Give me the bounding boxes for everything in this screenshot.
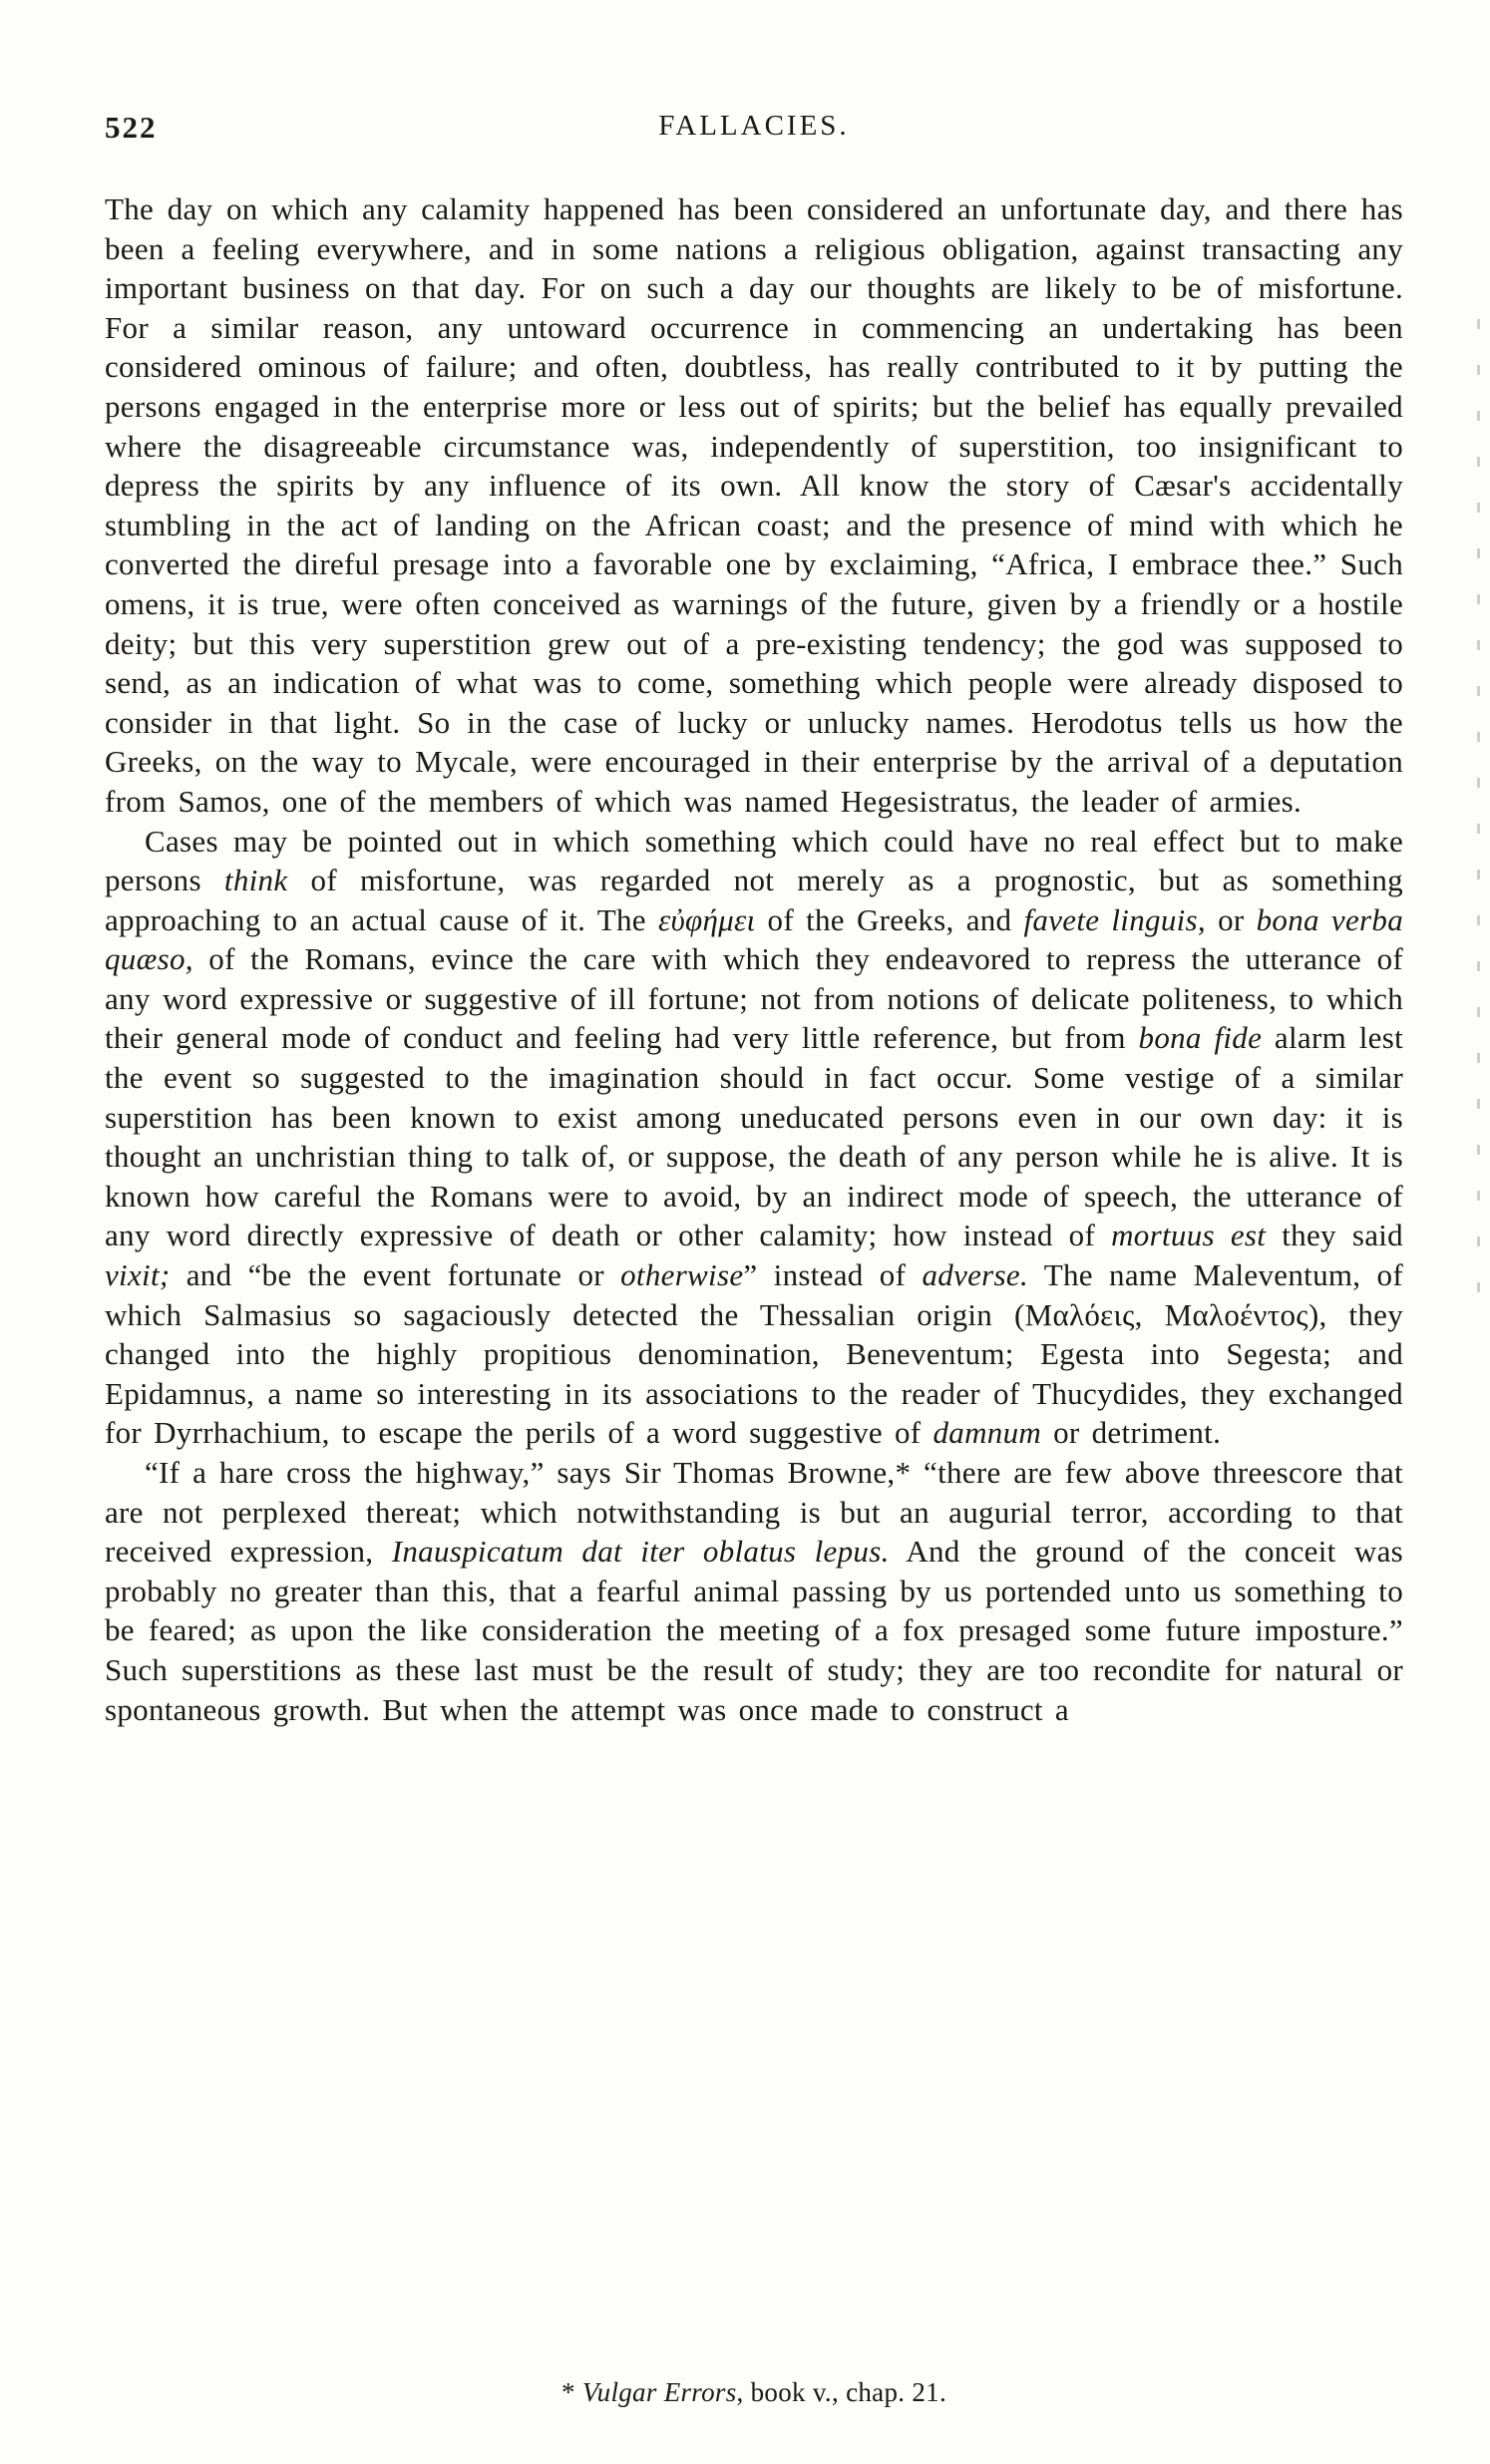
text-run: or xyxy=(1205,901,1257,937)
text-run: And the ground of the conceit was probably no greater than this, that a fearful animal passing by us portended unto us something to be feared; as upon the like consideration the meeting of a fox presaged some future imposture.” Such superstitions as these last must be the result of study; they are too recondite for natural or spontaneous growth. But when the attempt was once made to construct a xyxy=(105,1534,1404,1727)
text-run: , book v., chap. 21. xyxy=(736,2377,946,2407)
page-number: 522 xyxy=(105,110,158,145)
text-run: ), they changed into the highly propitious denomination, Beneventum; Egesta into Segesta; and Epidamnus, a name so interesting in its associations to the reader of Thucydides, they exchanged for Dyrrhachium, to escape the perils of a word suggestive of xyxy=(105,1296,1403,1451)
text-run: Cases may be pointed out in which something which could have no real effect but to make persons xyxy=(105,823,1403,898)
text-run: The name Maleventum, of which Salmasius so sagaciously detected the Thessalian origin ( xyxy=(105,1257,1403,1332)
page-header xyxy=(105,110,1403,154)
text-run: or detriment. xyxy=(1041,1415,1222,1451)
text-run: of the Romans, evince the care with which they endeavored to repress the utterance of any word expressive or suggestive of ill fortune; not from notions of delicate politeness, to which their general mode of conduct and feeling had very little reference, but from xyxy=(105,941,1403,1056)
italic-run: favete linguis, xyxy=(1023,901,1206,937)
text-run: The day on which any calamity happened has been considered an unfortunate day, and there has been a feeling everywhere, and in some nations a religious obligation, against transacting any important business on that day. For on such a day our thoughts are likely to be of misfortune. For a similar reason, any untoward occurrence in commencing an undertaking has been considered ominous of failure; and often, doubtless, has really contributed to it by putting the persons engaged in the enterprise more or less out of spirits; but the belief has equally prevailed where the disagreeable circumstance was, independently of superstition, too insignificant to depress the spirits by any influence of its own. All know the story of Cæsar's accidentally stumbling in the act of landing on the African coast; and the presence of mind with which he converted the direful presage into a favorable one by exclaiming, “Africa, I embrace thee.” Such omens, it is true, were often conceived as warnings of the future, given by a friendly or a hostile deity; but this very superstition grew out of a pre-existing tendency; the god was supposed to send, as an indication of what was to come, something which people were already disposed to consider in that light. So in the case of lucky or unlucky names. Herodotus tells us how the Greeks, on the way to Mycale, were encouraged in their enterprise by the arrival of a deputation from Samos, one of the members of which was named Hegesistratus, the leader of armies. xyxy=(105,191,1403,819)
text-run: they said xyxy=(1266,1218,1403,1253)
italic-run: bona fide xyxy=(1138,1020,1263,1056)
italic-run: Inauspicatum dat iter oblatus lepus. xyxy=(391,1534,890,1570)
paragraph xyxy=(105,189,1403,822)
text-run: * xyxy=(561,2377,582,2407)
italic-run: εὐφήμει xyxy=(657,901,756,937)
italic-run: think xyxy=(223,863,288,898)
scan-artifact xyxy=(1477,319,1480,1296)
body-text xyxy=(105,189,1403,1729)
text-run: alarm lest the event so suggested to the imagination should in fact occur. Some vestige of a similar superstition has been known to exist among uneducated persons even in our own day: it is thought an unchristian thing to talk of, or suppose, the death of any person while he is alive. It is known how careful the Romans were to avoid, by an indirect mode of speech, the utterance of any word directly expressive of death or other calamity; how instead of xyxy=(105,1020,1403,1253)
text-run: of the Greeks, and xyxy=(755,901,1024,937)
running-title: FALLACIES. xyxy=(658,110,850,142)
italic-run: Vulgar Errors xyxy=(581,2377,737,2407)
italic-run: damnum xyxy=(932,1415,1042,1451)
text-run: of misfortune, was regarded not merely as a prognostic, but as something approaching to an actual cause of it. The xyxy=(105,863,1403,937)
paragraph xyxy=(105,822,1403,1454)
italic-run: mortuus est xyxy=(1111,1218,1267,1253)
paragraph xyxy=(105,1453,1403,1729)
italic-run: vixit; xyxy=(105,1257,171,1293)
text-run: “If a hare cross the highway,” says Sir Thomas Browne,* “there are few above threescore that are not perplexed thereat; which notwithstanding is but an augurial terror, according to that received expression, xyxy=(105,1455,1403,1570)
text-run: Μαλόεις, Μαλοέντος xyxy=(1024,1296,1308,1332)
footnote xyxy=(105,2377,1403,2408)
italic-run: otherwise xyxy=(620,1257,744,1293)
text-run: ” instead of xyxy=(743,1257,923,1293)
italic-run: adverse. xyxy=(922,1257,1029,1293)
text-run: and “be the event fortunate or xyxy=(170,1257,621,1293)
italic-run: bona verba quæso, xyxy=(105,901,1404,977)
